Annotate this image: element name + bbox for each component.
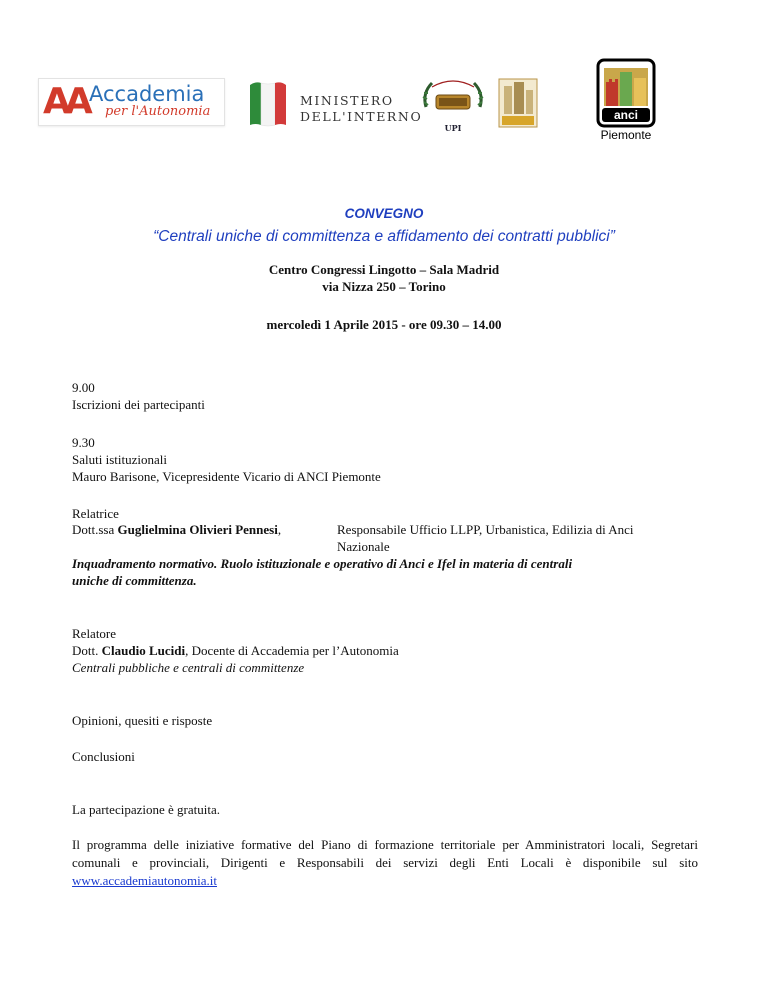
schedule-time-registration: 9.00 xyxy=(72,380,95,395)
conclusions: Conclusioni xyxy=(72,749,135,764)
anci-piemonte-label: Piemonte xyxy=(600,128,652,142)
svg-text:anci: anci xyxy=(613,108,639,122)
relatrice-speaker: Dott.ssa Guglielmina Olivieri Pennesi, xyxy=(72,522,282,537)
relatrice-name: Guglielmina Olivieri Pennesi xyxy=(117,522,278,537)
ministero-logo-line1: MINISTERO xyxy=(300,93,394,108)
free-participation-note: La partecipazione è gratuita. xyxy=(72,802,220,817)
upi-emblem-icon xyxy=(418,77,488,123)
logo-bar xyxy=(0,0,768,170)
relatore-topic: Centrali pubbliche e centrali di committenze xyxy=(72,660,305,675)
event-title: “Centrali uniche di committenza e affidamento dei contratti pubblici” xyxy=(153,228,615,245)
program-info-paragraph xyxy=(72,836,698,890)
relatore-name: Claudio Lucidi xyxy=(101,643,186,658)
program-info-text: Il programma delle iniziative formative del Piano di formazione territoriale per Amministratori locali, Segretari comunali e provinciali, Dirigenti e Responsabili dei servizi degli Enti Locali è disponibile sul sito xyxy=(72,837,698,870)
schedule-registration-text: Iscrizioni dei partecipanti xyxy=(72,397,205,412)
relatore-speaker xyxy=(72,642,399,659)
website-link[interactable]: www.accademiautonomia.it xyxy=(72,873,217,888)
relatrice-label: Relatrice xyxy=(72,506,119,521)
relatore-label: Relatore xyxy=(72,626,117,641)
anci-piemonte-logo xyxy=(594,58,658,148)
anci-small-logo xyxy=(498,78,538,128)
schedule-greetings-text: Saluti istituzionali xyxy=(72,452,167,467)
ministero-logo-line2: DELL'INTERNO xyxy=(300,109,423,124)
relatore-role: , Docente di Accademia per l’Autonomia xyxy=(185,643,399,658)
upi-logo xyxy=(418,77,488,133)
relatore-prefix: Dott. xyxy=(72,643,102,658)
event-type-heading: CONVEGNO xyxy=(344,206,424,221)
accademia-logo-line2: per l'Autonomia xyxy=(105,104,211,119)
accademia-logo-line1: Accademia xyxy=(89,82,205,106)
relatrice-topic-line1: Inquadramento normativo. Ruolo istituzionale e operativo di Anci e Ifel in materia di centrali xyxy=(72,556,573,571)
venue-line-1: Centro Congressi Lingotto – Sala Madrid xyxy=(268,262,500,277)
accademia-mark-icon: AA xyxy=(43,81,87,122)
anci-castle-icon xyxy=(594,58,658,128)
italian-flag-icon xyxy=(248,79,288,127)
anci-building-icon xyxy=(498,78,538,128)
upi-logo-label: UPI xyxy=(444,123,462,133)
relatrice-topic-line2: uniche di committenza. xyxy=(72,573,197,588)
relatrice-role: Responsabile Ufficio LLPP, Urbanistica, Edilizia di Anci xyxy=(337,522,634,537)
venue-line-2: via Nizza 250 – Torino xyxy=(322,279,446,294)
event-date: mercoledì 1 Aprile 2015 - ore 09.30 – 14.00 xyxy=(266,317,502,332)
relatrice-role-cont: Nazionale xyxy=(337,539,390,554)
accademia-logo xyxy=(38,78,225,126)
ministero-logo xyxy=(248,79,423,127)
schedule-time-greetings: 9.30 xyxy=(72,435,95,450)
schedule-greetings-speaker: Mauro Barisone, Vicepresidente Vicario di ANCI Piemonte xyxy=(72,469,381,484)
qa-session: Opinioni, quesiti e risposte xyxy=(72,713,213,728)
relatrice-prefix: Dott.ssa xyxy=(72,522,118,537)
